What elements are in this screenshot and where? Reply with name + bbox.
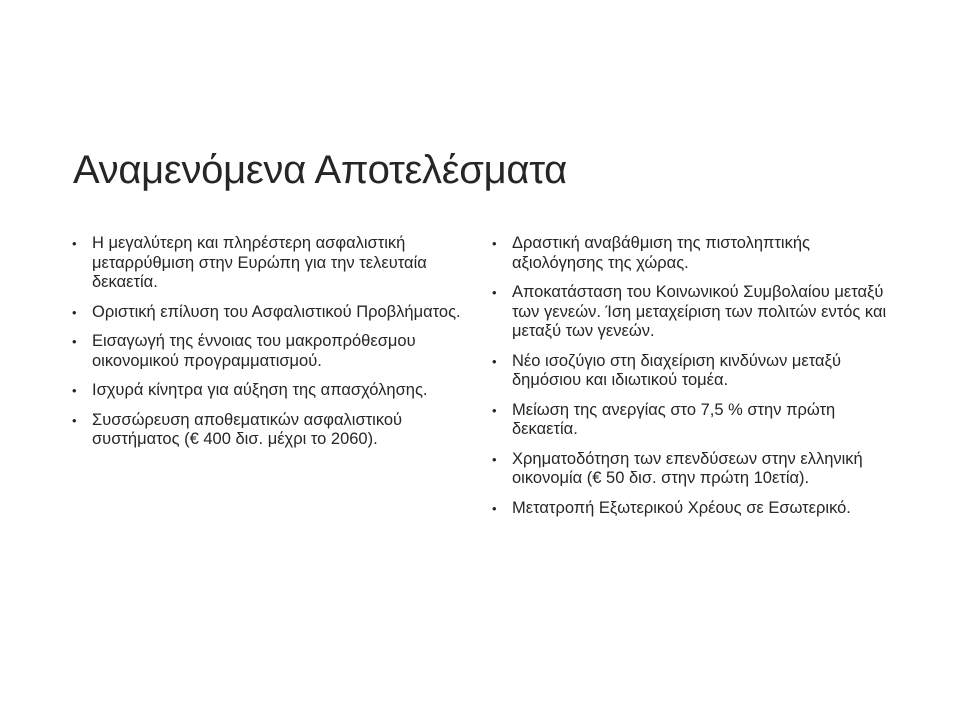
- list-item: [72, 411, 472, 450]
- list-item: [492, 499, 892, 519]
- list-item: [72, 381, 472, 401]
- list-item-text: Νέο ισοζύγιο στη διαχείριση κινδύνων μεταξύ δημόσιου και ιδιωτικού τομέα.: [512, 351, 842, 389]
- bullet-icon: •: [72, 383, 77, 398]
- bullet-icon: •: [492, 236, 497, 251]
- bullet-icon: •: [72, 412, 77, 428]
- list-item-text: Αποκατάσταση του Κοινωνικού Συμβολαίου μεταξύ των γενεών. Ίση μεταχείριση των πολιτών εντός και μεταξύ των γενεών.: [512, 283, 887, 340]
- list-item-text: Μετατροπή Εξωτερικού Χρέους σε Εσωτερικό.: [512, 498, 851, 517]
- list-item: [492, 234, 892, 273]
- list-item-text: Χρηματοδότηση των επενδύσεων στην ελληνική οικονομία (€ 50 δισ. στην πρώτη 10ετία).: [512, 449, 863, 487]
- list-item: [492, 450, 892, 489]
- list-item: [492, 401, 892, 440]
- list-item: [72, 332, 472, 371]
- bullet-icon: •: [72, 304, 77, 320]
- left-bullet-list: [72, 234, 472, 460]
- right-bullet-list: [492, 234, 892, 528]
- list-item-text: Ισχυρά κίνητρα για αύξηση της απασχόλησης.: [92, 381, 428, 399]
- bullet-icon: •: [492, 451, 497, 467]
- list-item: [72, 234, 472, 293]
- list-item-text: Εισαγωγή της έννοιας του μακροπρόθεσμου οικονομικού προγραμματισμού.: [92, 332, 416, 370]
- bullet-icon: •: [72, 236, 77, 251]
- bullet-icon: •: [492, 353, 497, 369]
- bullet-icon: •: [72, 334, 77, 349]
- bullet-icon: •: [492, 402, 497, 418]
- list-item-text: Δραστική αναβάθμιση της πιστοληπτικής αξιολόγησης της χώρας.: [512, 234, 810, 272]
- list-item-text: Μείωση της ανεργίας στο 7,5 % στην πρώτη δεκαετία.: [512, 400, 836, 438]
- list-item-text: Συσσώρευση αποθεματικών ασφαλιστικού συστήματος (€ 400 δισ. μέχρι το 2060).: [92, 410, 403, 448]
- list-item-text: Η μεγαλύτερη και πληρέστερη ασφαλιστική μεταρρύθμιση στην Ευρώπη για την τελευταία δεκαετία.: [92, 234, 427, 291]
- bullet-icon: •: [492, 285, 497, 300]
- list-item: [72, 303, 472, 323]
- list-item: [492, 352, 892, 391]
- list-item: [492, 283, 892, 342]
- bullet-icon: •: [492, 500, 497, 516]
- slide-title: Αναμενόμενα Αποτελέσματα: [73, 148, 567, 192]
- list-item-text: Οριστική επίλυση του Ασφαλιστικού Προβλήματος.: [92, 302, 461, 321]
